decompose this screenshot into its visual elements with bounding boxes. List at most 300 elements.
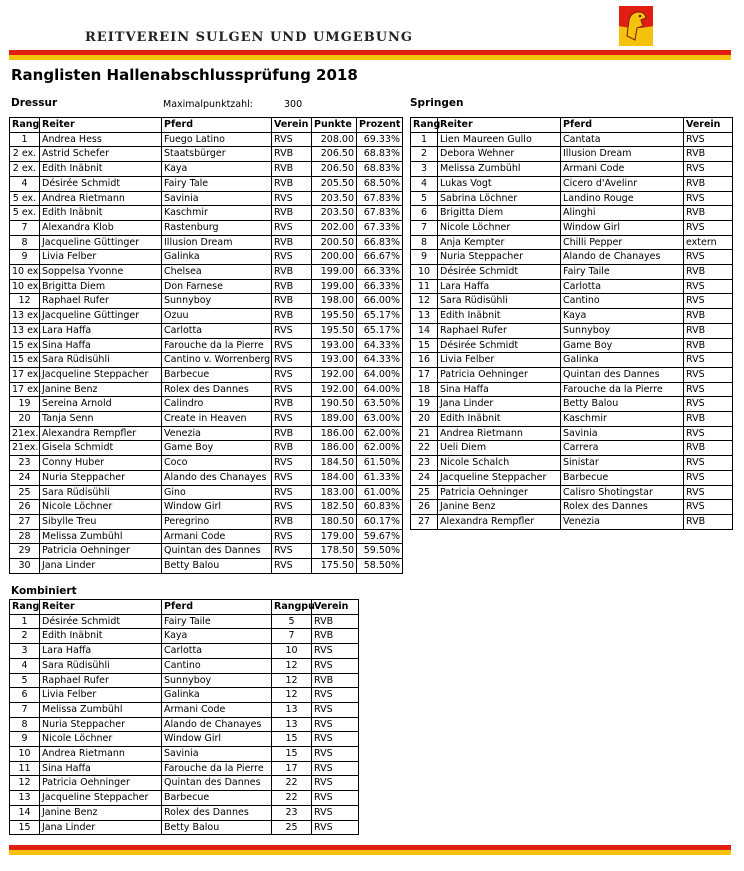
cell-reiter: Sina Haffa <box>40 338 162 353</box>
cell-punkte: 179.00 <box>312 529 357 544</box>
cell-rang: 1 <box>10 614 40 629</box>
cell-rang: 10 ex. <box>10 265 40 280</box>
cell-pferd: Kaschmir <box>162 206 272 221</box>
cell-rang: 8 <box>10 717 40 732</box>
table-row <box>411 265 733 280</box>
cell-rangpunkte: 13 <box>272 702 312 717</box>
cell-rangpunkte: 12 <box>272 688 312 703</box>
col-rang: Rang <box>10 600 40 615</box>
cell-rang: 8 <box>10 235 40 250</box>
cell-rang: 11 <box>411 279 438 294</box>
cell-prozent: 66.33% <box>357 279 403 294</box>
cell-pferd: Chilli Pepper <box>561 235 684 250</box>
cell-verein: RVS <box>684 250 733 265</box>
cell-reiter: Sara Rüdisühli <box>40 353 162 368</box>
cell-punkte: 189.00 <box>312 412 357 427</box>
cell-punkte: 182.50 <box>312 500 357 515</box>
table-row <box>10 294 403 309</box>
cell-verein: RVS <box>272 250 312 265</box>
cell-verein: RVB <box>312 614 359 629</box>
cell-pferd: Fuego Latino <box>162 132 272 147</box>
cell-prozent: 64.33% <box>357 338 403 353</box>
table-row <box>10 338 403 353</box>
cell-pferd: Barbecue <box>162 791 272 806</box>
col-reiter: Reiter <box>40 600 162 615</box>
table-row <box>10 353 403 368</box>
cell-reiter: Melissa Zumbühl <box>438 162 561 177</box>
cell-rang: 5 <box>10 673 40 688</box>
table-row <box>10 191 403 206</box>
table-row <box>411 250 733 265</box>
dressur-heading: Dressur <box>11 97 58 109</box>
cell-rang: 18 <box>411 382 438 397</box>
cell-reiter: Nicole Löchner <box>40 500 162 515</box>
cell-reiter: Edith Inäbnit <box>438 412 561 427</box>
table-row <box>10 747 359 762</box>
cell-pferd: Venezia <box>561 514 684 529</box>
cell-rang: 21 <box>411 426 438 441</box>
cell-rang: 15 ex. <box>10 338 40 353</box>
table-row <box>10 441 403 456</box>
cell-verein: RVS <box>684 132 733 147</box>
table-row <box>10 397 403 412</box>
cell-reiter: Edith Inäbnit <box>40 162 162 177</box>
cell-verein: RVS <box>684 500 733 515</box>
cell-pferd: Quintan des Dannes <box>162 776 272 791</box>
cell-punkte: 203.50 <box>312 191 357 206</box>
table-row <box>411 338 733 353</box>
cell-rang: 13 <box>10 791 40 806</box>
cell-rang: 2 <box>10 629 40 644</box>
cell-punkte: 178.50 <box>312 544 357 559</box>
cell-verein: RVS <box>684 220 733 235</box>
cell-reiter: Jacqueline Güttinger <box>40 235 162 250</box>
cell-verein: RVB <box>312 629 359 644</box>
cell-rang: 7 <box>10 702 40 717</box>
cell-pferd: Sinistar <box>561 456 684 471</box>
cell-rang: 20 <box>411 412 438 427</box>
cell-verein: RVS <box>272 220 312 235</box>
table-row <box>10 367 403 382</box>
cell-rang: 21ex. <box>10 426 40 441</box>
cell-rangpunkte: 5 <box>272 614 312 629</box>
cell-punkte: 193.00 <box>312 338 357 353</box>
cell-rang: 3 <box>10 644 40 659</box>
cell-prozent: 62.00% <box>357 426 403 441</box>
cell-reiter: Melissa Zumbühl <box>40 529 162 544</box>
cell-reiter: Nicole Schalch <box>438 456 561 471</box>
table-row <box>411 279 733 294</box>
table-row <box>10 629 359 644</box>
cell-rangpunkte: 15 <box>272 732 312 747</box>
cell-verein: RVB <box>272 441 312 456</box>
cell-pferd: Don Farnese <box>162 279 272 294</box>
cell-verein: RVS <box>272 353 312 368</box>
cell-prozent: 61.50% <box>357 456 403 471</box>
cell-reiter: Jacqueline Steppacher <box>40 367 162 382</box>
cell-rang: 12 <box>411 294 438 309</box>
cell-reiter: Janine Benz <box>438 500 561 515</box>
cell-rangpunkte: 25 <box>272 820 312 835</box>
cell-pferd: Carlotta <box>162 323 272 338</box>
table-row <box>411 162 733 177</box>
cell-verein: RVS <box>312 644 359 659</box>
col-prozent: Prozent <box>357 118 403 133</box>
table-row <box>411 470 733 485</box>
cell-rang: 14 <box>10 805 40 820</box>
cell-prozent: 66.67% <box>357 250 403 265</box>
cell-punkte: 195.50 <box>312 323 357 338</box>
cell-rang: 13 ex. <box>10 323 40 338</box>
cell-verein: RVB <box>684 309 733 324</box>
cell-reiter: Sereina Arnold <box>40 397 162 412</box>
col-pferd: Pferd <box>162 600 272 615</box>
cell-punkte: 193.00 <box>312 353 357 368</box>
table-row <box>10 250 403 265</box>
cell-pferd: Illusion Dream <box>561 147 684 162</box>
cell-reiter: Soppelsa Yvonne <box>40 265 162 280</box>
table-row <box>411 309 733 324</box>
cell-rangpunkte: 13 <box>272 717 312 732</box>
table-row <box>10 323 403 338</box>
max-points-value: 300 <box>284 99 303 110</box>
cell-verein: RVS <box>272 559 312 574</box>
cell-rang: 6 <box>10 688 40 703</box>
cell-rang: 12 <box>10 294 40 309</box>
table-row <box>411 397 733 412</box>
kombiniert-table <box>9 599 359 835</box>
cell-verein: RVS <box>272 132 312 147</box>
cell-rang: 4 <box>10 658 40 673</box>
cell-pferd: Gino <box>162 485 272 500</box>
cell-verein: RVS <box>312 732 359 747</box>
cell-verein: RVB <box>684 176 733 191</box>
cell-verein: RVB <box>272 294 312 309</box>
cell-reiter: Debora Wehner <box>438 147 561 162</box>
table-row <box>411 132 733 147</box>
cell-verein: RVS <box>312 658 359 673</box>
cell-rangpunkte: 22 <box>272 791 312 806</box>
cell-verein: RVB <box>684 323 733 338</box>
table-row <box>411 147 733 162</box>
cell-pferd: Kaya <box>561 309 684 324</box>
cell-reiter: Patricia Oehninger <box>438 367 561 382</box>
cell-prozent: 63.00% <box>357 412 403 427</box>
cell-punkte: 198.00 <box>312 294 357 309</box>
table-row <box>10 791 359 806</box>
cell-pferd: Sunnyboy <box>561 323 684 338</box>
club-logo-icon <box>619 6 653 46</box>
cell-pferd: Rolex des Dannes <box>561 500 684 515</box>
cell-reiter: Janine Benz <box>40 805 162 820</box>
cell-verein: RVB <box>272 426 312 441</box>
cell-rang: 17 ex. <box>10 382 40 397</box>
cell-rang: 7 <box>411 220 438 235</box>
cell-pferd: Farouche da la Pierre <box>162 338 272 353</box>
table-row <box>10 658 359 673</box>
table-row <box>10 309 403 324</box>
col-verein: Verein <box>312 600 359 615</box>
table-row <box>10 426 403 441</box>
cell-rang: 26 <box>411 500 438 515</box>
cell-reiter: Patricia Oehninger <box>40 544 162 559</box>
cell-pferd: Create in Heaven <box>162 412 272 427</box>
cell-rang: 30 <box>10 559 40 574</box>
cell-pferd: Calindro <box>162 397 272 412</box>
cell-punkte: 199.00 <box>312 279 357 294</box>
cell-rang: 17 ex. <box>10 367 40 382</box>
table-row <box>10 382 403 397</box>
cell-reiter: Conny Huber <box>40 456 162 471</box>
cell-verein: RVB <box>272 397 312 412</box>
cell-reiter: Désirée Schmidt <box>438 265 561 280</box>
cell-punkte: 183.00 <box>312 485 357 500</box>
cell-reiter: Jacqueline Güttinger <box>40 309 162 324</box>
cell-rang: 4 <box>411 176 438 191</box>
cell-reiter: Melissa Zumbühl <box>40 702 162 717</box>
cell-pferd: Rastenburg <box>162 220 272 235</box>
col-pferd: Pferd <box>162 118 272 133</box>
cell-verein: RVS <box>684 397 733 412</box>
cell-pferd: Venezia <box>162 426 272 441</box>
cell-punkte: 184.00 <box>312 470 357 485</box>
cell-verein: RVB <box>684 147 733 162</box>
cell-verein: RVS <box>684 279 733 294</box>
col-pferd: Pferd <box>561 118 684 133</box>
cell-verein: RVS <box>312 791 359 806</box>
table-row <box>411 294 733 309</box>
cell-rang: 24 <box>10 470 40 485</box>
cell-reiter: Andrea Rietmann <box>40 191 162 206</box>
table-row <box>10 702 359 717</box>
cell-prozent: 67.33% <box>357 220 403 235</box>
cell-pferd: Game Boy <box>561 338 684 353</box>
cell-pferd: Cicero d'Avelinr <box>561 176 684 191</box>
cell-reiter: Sina Haffa <box>438 382 561 397</box>
cell-prozent: 67.83% <box>357 206 403 221</box>
cell-verein: RVS <box>272 338 312 353</box>
cell-prozent: 66.83% <box>357 235 403 250</box>
cell-rang: 27 <box>411 514 438 529</box>
cell-rang: 4 <box>10 176 40 191</box>
cell-reiter: Sara Rüdisühli <box>40 658 162 673</box>
cell-pferd: Kaschmir <box>561 412 684 427</box>
cell-pferd: Kaya <box>162 629 272 644</box>
cell-reiter: Désirée Schmidt <box>40 614 162 629</box>
cell-reiter: Livia Felber <box>40 688 162 703</box>
cell-pferd: Cantino <box>162 658 272 673</box>
cell-rang: 25 <box>411 485 438 500</box>
cell-verein: RVS <box>684 367 733 382</box>
cell-pferd: Rolex des Dannes <box>162 382 272 397</box>
cell-verein: RVS <box>684 191 733 206</box>
cell-pferd: Alando de Chanayes <box>561 250 684 265</box>
cell-verein: RVS <box>312 820 359 835</box>
cell-pferd: Alando de Chanayes <box>162 717 272 732</box>
cell-prozent: 66.00% <box>357 294 403 309</box>
cell-pferd: Galinka <box>162 250 272 265</box>
cell-rang: 13 <box>411 309 438 324</box>
cell-rang: 8 <box>411 235 438 250</box>
cell-pferd: Betty Balou <box>162 559 272 574</box>
cell-reiter: Raphael Rufer <box>438 323 561 338</box>
cell-rang: 1 <box>411 132 438 147</box>
cell-pferd: Savinia <box>162 191 272 206</box>
cell-verein: RVB <box>272 162 312 177</box>
springen-table <box>410 117 733 530</box>
table-row <box>411 412 733 427</box>
cell-rang: 5 <box>411 191 438 206</box>
cell-prozent: 65.17% <box>357 309 403 324</box>
table-row <box>10 529 403 544</box>
cell-prozent: 64.33% <box>357 353 403 368</box>
cell-verein: RVS <box>684 426 733 441</box>
table-row <box>411 220 733 235</box>
page-title: Ranglisten Hallenabschlussprüfung 2018 <box>11 66 358 84</box>
table-row <box>10 761 359 776</box>
cell-reiter: Sabrina Löchner <box>438 191 561 206</box>
cell-pferd: Galinka <box>561 353 684 368</box>
table-row <box>411 235 733 250</box>
table-row <box>10 206 403 221</box>
cell-pferd: Quintan des Dannes <box>561 367 684 382</box>
cell-pferd: Fairy Taile <box>561 265 684 280</box>
cell-rangpunkte: 17 <box>272 761 312 776</box>
cell-punkte: 190.50 <box>312 397 357 412</box>
cell-punkte: 200.00 <box>312 250 357 265</box>
cell-verein: RVS <box>272 485 312 500</box>
cell-verein: RVS <box>312 776 359 791</box>
cell-reiter: Raphael Rufer <box>40 673 162 688</box>
cell-prozent: 67.83% <box>357 191 403 206</box>
cell-verein: RVS <box>272 456 312 471</box>
cell-pferd: Alando des Chanayes <box>162 470 272 485</box>
cell-rang: 29 <box>10 544 40 559</box>
col-rang: Rang <box>411 118 438 133</box>
cell-reiter: Tanja Senn <box>40 412 162 427</box>
cell-rang: 9 <box>10 250 40 265</box>
cell-pferd: Landino Rouge <box>561 191 684 206</box>
cell-verein: RVS <box>272 544 312 559</box>
cell-reiter: Brigitta Diem <box>438 206 561 221</box>
cell-rang: 21ex. <box>10 441 40 456</box>
table-row <box>10 559 403 574</box>
cell-rang: 9 <box>411 250 438 265</box>
table-row <box>10 717 359 732</box>
cell-reiter: Livia Felber <box>438 353 561 368</box>
col-punkte: Punkte <box>312 118 357 133</box>
cell-verein: RVS <box>312 761 359 776</box>
table-row <box>411 485 733 500</box>
cell-verein: RVS <box>684 353 733 368</box>
cell-prozent: 61.33% <box>357 470 403 485</box>
table-row <box>411 382 733 397</box>
table-row <box>411 367 733 382</box>
cell-reiter: Gisela Schmidt <box>40 441 162 456</box>
cell-reiter: Lien Maureen Gullo <box>438 132 561 147</box>
cell-punkte: 195.50 <box>312 309 357 324</box>
cell-reiter: Patricia Oehninger <box>438 485 561 500</box>
table-row <box>10 265 403 280</box>
cell-rangpunkte: 10 <box>272 644 312 659</box>
cell-punkte: 186.00 <box>312 426 357 441</box>
cell-rang: 13 ex. <box>10 309 40 324</box>
cell-verein: RVB <box>684 206 733 221</box>
cell-verein: RVS <box>272 323 312 338</box>
cell-pferd: Cantata <box>561 132 684 147</box>
cell-pferd: Kaya <box>162 162 272 177</box>
table-row <box>10 176 403 191</box>
cell-pferd: Carlotta <box>561 279 684 294</box>
col-reiter: Reiter <box>40 118 162 133</box>
cell-pferd: Fairy Taile <box>162 614 272 629</box>
cell-rang: 5 ex. <box>10 206 40 221</box>
cell-pferd: Galinka <box>162 688 272 703</box>
table-row <box>10 147 403 162</box>
cell-reiter: Alexandra Rempfler <box>40 426 162 441</box>
cell-rang: 11 <box>10 761 40 776</box>
cell-rang: 15 <box>10 820 40 835</box>
cell-verein: RVS <box>312 747 359 762</box>
cell-verein: RVB <box>272 147 312 162</box>
header-yellow-stripe <box>9 55 731 60</box>
cell-verein: RVS <box>272 367 312 382</box>
table-row <box>411 206 733 221</box>
cell-reiter: Raphael Rufer <box>40 294 162 309</box>
cell-pferd: Chelsea <box>162 265 272 280</box>
cell-pferd: Carlotta <box>162 644 272 659</box>
cell-reiter: Sibylle Treu <box>40 514 162 529</box>
cell-rang: 10 <box>411 265 438 280</box>
club-name: REITVEREIN SULGEN UND UMGEBUNG <box>85 30 414 45</box>
cell-rang: 15 ex. <box>10 353 40 368</box>
cell-reiter: Jacqueline Steppacher <box>40 791 162 806</box>
cell-verein: RVB <box>272 265 312 280</box>
cell-reiter: Nicole Löchner <box>438 220 561 235</box>
table-row <box>411 441 733 456</box>
cell-reiter: Anja Kempter <box>438 235 561 250</box>
table-row <box>411 426 733 441</box>
cell-rang: 19 <box>10 397 40 412</box>
cell-verein: RVS <box>272 191 312 206</box>
cell-rang: 6 <box>411 206 438 221</box>
cell-prozent: 64.00% <box>357 367 403 382</box>
cell-reiter: Edith Inäbnit <box>40 206 162 221</box>
table-row <box>10 485 403 500</box>
cell-reiter: Lara Haffa <box>438 279 561 294</box>
cell-reiter: Janine Benz <box>40 382 162 397</box>
cell-prozent: 68.83% <box>357 147 403 162</box>
cell-prozent: 62.00% <box>357 441 403 456</box>
cell-rang: 24 <box>411 470 438 485</box>
cell-pferd: Staatsbürger <box>162 147 272 162</box>
table-row <box>10 412 403 427</box>
cell-prozent: 61.00% <box>357 485 403 500</box>
cell-pferd: Window Girl <box>162 500 272 515</box>
cell-rang: 16 <box>411 353 438 368</box>
cell-pferd: Armani Code <box>561 162 684 177</box>
cell-prozent: 66.33% <box>357 265 403 280</box>
cell-reiter: Andrea Hess <box>40 132 162 147</box>
cell-rang: 17 <box>411 367 438 382</box>
cell-prozent: 68.83% <box>357 162 403 177</box>
cell-prozent: 63.50% <box>357 397 403 412</box>
table-row <box>10 279 403 294</box>
cell-reiter: Nuria Steppacher <box>40 470 162 485</box>
cell-punkte: 180.50 <box>312 514 357 529</box>
cell-pferd: Ozuu <box>162 309 272 324</box>
cell-verein: RVB <box>272 309 312 324</box>
